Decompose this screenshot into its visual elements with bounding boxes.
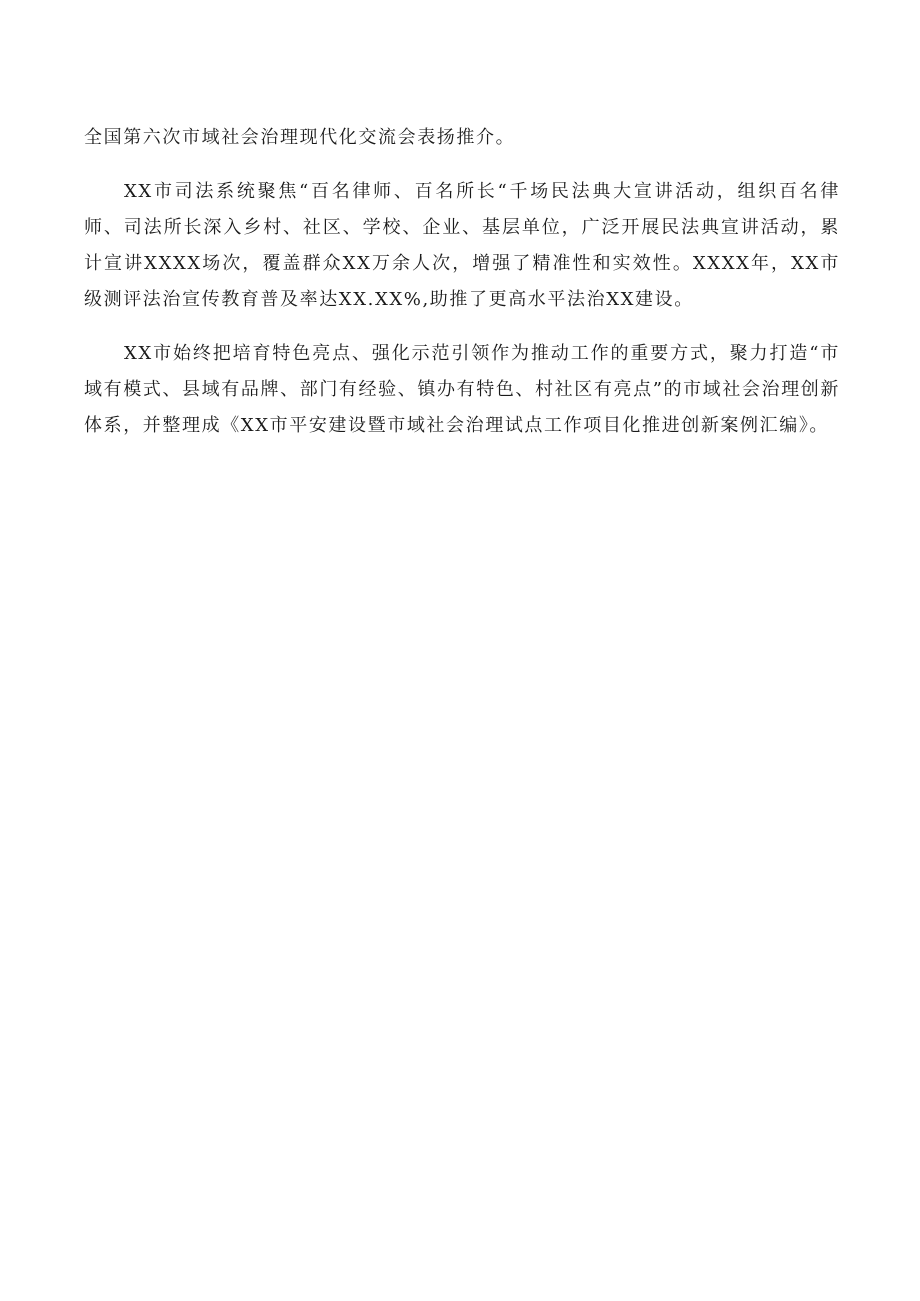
paragraph-judicial-system: XX市司法系统聚焦“百名律师、百名所长“千场民法典大宣讲活动，组织百名律师、司法所长深入乡村、社区、学校、企业、基层单位，广泛开展民法典宣讲活动，累计宣讲XXXX场次，覆盖群众XX万余人次，增强了精准性和实效性。XXXX年，XX市级测评法治宣传教育普及率达XX.XX%,助推了更高水平法治XX建设。 <box>84 181 840 310</box>
paragraph-innovation-system: XX市始终把培育特色亮点、强化示范引领作为推动工作的重要方式，聚力打造“市域有模式、县域有品牌、部门有经验、镇办有特色、村社区有亮点”的市域社会治理创新体系，并整理成《XX市平安建设暨市域社会治理试点工作项目化推进创新案例汇编》。 <box>84 343 840 436</box>
document-body <box>84 120 840 462</box>
paragraph-continuation: 全国第六次市域社会治理现代化交流会表扬推介。 <box>84 127 516 148</box>
